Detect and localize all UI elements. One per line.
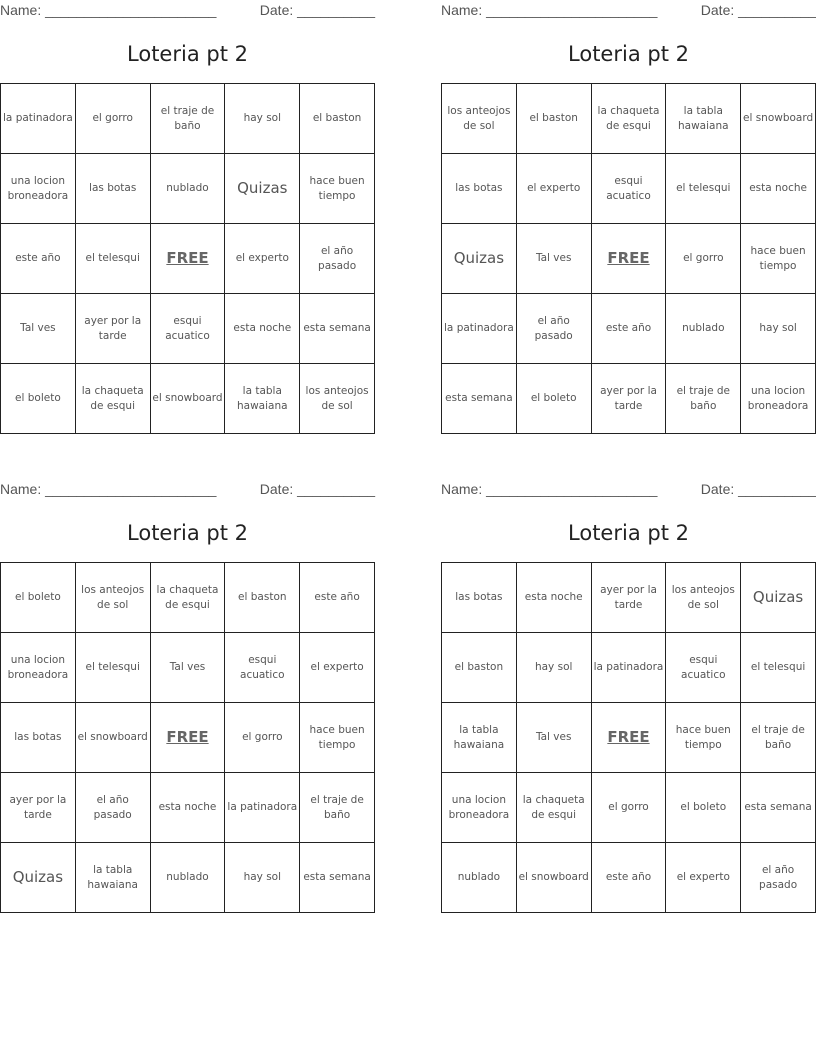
bingo-cell: el gorro — [666, 224, 741, 294]
bingo-cell: el boleto — [1, 563, 76, 633]
bingo-cell: el experto — [517, 154, 592, 224]
name-field: Name: ______________________ — [0, 481, 217, 497]
bingo-cell: el año pasado — [741, 843, 816, 913]
date-field: Date: __________ — [700, 2, 816, 18]
date-field: Date: __________ — [259, 481, 375, 497]
bingo-cell: la chaqueta de esqui — [76, 364, 151, 434]
bingo-cell: el baston — [300, 84, 375, 154]
bingo-cell: el snowboard — [76, 703, 151, 773]
bingo-cell: el telesqui — [76, 224, 151, 294]
name-date-row — [0, 481, 375, 499]
bingo-cell: el gorro — [225, 703, 300, 773]
bingo-cell: las botas — [442, 154, 517, 224]
bingo-cell: los anteojos de sol — [76, 563, 151, 633]
bingo-cell: Tal ves — [517, 224, 592, 294]
bingo-cell: el snowboard — [151, 364, 226, 434]
bingo-cell: Tal ves — [151, 633, 226, 703]
bingo-cell: el snowboard — [741, 84, 816, 154]
name-date-row — [0, 2, 375, 20]
bingo-cell: nublado — [666, 294, 741, 364]
bingo-cell: el boleto — [517, 364, 592, 434]
bingo-cell: este año — [300, 563, 375, 633]
bingo-cell: el telesqui — [76, 633, 151, 703]
name-field: Name: ______________________ — [441, 2, 658, 18]
bingo-cell: Quizas — [225, 154, 300, 224]
bingo-cell: esta noche — [151, 773, 226, 843]
bingo-cell: una locion broneadora — [741, 364, 816, 434]
name-field: Name: ______________________ — [0, 2, 217, 18]
bingo-cell: ayer por la tarde — [1, 773, 76, 843]
bingo-grid — [441, 562, 816, 913]
bingo-cell: la tabla hawaiana — [76, 843, 151, 913]
bingo-cell: este año — [592, 294, 667, 364]
bingo-cell: hay sol — [517, 633, 592, 703]
bingo-cell: la chaqueta de esqui — [592, 84, 667, 154]
bingo-cell: Quizas — [442, 224, 517, 294]
bingo-cell: esta semana — [300, 843, 375, 913]
bingo-cell: esqui acuatico — [666, 633, 741, 703]
name-date-row — [441, 2, 816, 20]
bingo-cell: esta semana — [300, 294, 375, 364]
bingo-cell: una locion broneadora — [1, 633, 76, 703]
free-space: FREE — [151, 224, 226, 294]
bingo-cell: el año pasado — [517, 294, 592, 364]
bingo-cell: el experto — [666, 843, 741, 913]
bingo-cell: hay sol — [741, 294, 816, 364]
name-field: Name: ______________________ — [441, 481, 658, 497]
bingo-cell: Quizas — [1, 843, 76, 913]
bingo-cell: esta noche — [517, 563, 592, 633]
bingo-cell: una locion broneadora — [1, 154, 76, 224]
bingo-cell: los anteojos de sol — [666, 563, 741, 633]
bingo-cell: hace buen tiempo — [666, 703, 741, 773]
date-field: Date: __________ — [700, 481, 816, 497]
bingo-cell: el traje de baño — [151, 84, 226, 154]
bingo-cell: el baston — [517, 84, 592, 154]
bingo-cell: Quizas — [741, 563, 816, 633]
bingo-cell: la tabla hawaiana — [225, 364, 300, 434]
bingo-cell: el año pasado — [300, 224, 375, 294]
bingo-cell: el baston — [442, 633, 517, 703]
bingo-cell: el traje de baño — [666, 364, 741, 434]
bingo-cell: el boleto — [1, 364, 76, 434]
name-date-row — [441, 481, 816, 499]
bingo-grid — [441, 83, 816, 434]
bingo-cell: el año pasado — [76, 773, 151, 843]
bingo-cell: hace buen tiempo — [300, 703, 375, 773]
bingo-cell: el traje de baño — [741, 703, 816, 773]
date-field: Date: __________ — [259, 2, 375, 18]
bingo-cell: hay sol — [225, 843, 300, 913]
bingo-cell: el experto — [225, 224, 300, 294]
bingo-cell: ayer por la tarde — [76, 294, 151, 364]
bingo-cell: el gorro — [76, 84, 151, 154]
bingo-cell: esqui acuatico — [592, 154, 667, 224]
bingo-cell: este año — [592, 843, 667, 913]
free-space: FREE — [151, 703, 226, 773]
bingo-cell: ayer por la tarde — [592, 563, 667, 633]
bingo-cell: hay sol — [225, 84, 300, 154]
bingo-cell: el telesqui — [666, 154, 741, 224]
bingo-cell: nublado — [151, 843, 226, 913]
bingo-cell: la patinadora — [225, 773, 300, 843]
bingo-grid — [0, 83, 375, 434]
bingo-cell: ayer por la tarde — [592, 364, 667, 434]
bingo-cell: hace buen tiempo — [741, 224, 816, 294]
card-title: Loteria pt 2 — [127, 42, 248, 66]
bingo-cell: la tabla hawaiana — [442, 703, 517, 773]
bingo-cell: la patinadora — [442, 294, 517, 364]
bingo-grid — [0, 562, 375, 913]
bingo-cell: las botas — [76, 154, 151, 224]
bingo-cell: esta semana — [741, 773, 816, 843]
bingo-cell: hace buen tiempo — [300, 154, 375, 224]
bingo-cell: la chaqueta de esqui — [517, 773, 592, 843]
card-title: Loteria pt 2 — [127, 521, 248, 545]
bingo-cell: una locion broneadora — [442, 773, 517, 843]
bingo-cell: el gorro — [592, 773, 667, 843]
bingo-cell: el telesqui — [741, 633, 816, 703]
bingo-cell: los anteojos de sol — [300, 364, 375, 434]
bingo-cell: la chaqueta de esqui — [151, 563, 226, 633]
bingo-cell: las botas — [442, 563, 517, 633]
bingo-cell: esqui acuatico — [225, 633, 300, 703]
bingo-cell: el experto — [300, 633, 375, 703]
free-space: FREE — [592, 703, 667, 773]
free-space: FREE — [592, 224, 667, 294]
bingo-cell: la tabla hawaiana — [666, 84, 741, 154]
bingo-cell: la patinadora — [1, 84, 76, 154]
bingo-cell: este año — [1, 224, 76, 294]
bingo-cell: Tal ves — [1, 294, 76, 364]
bingo-cell: los anteojos de sol — [442, 84, 517, 154]
bingo-cell: el boleto — [666, 773, 741, 843]
bingo-cell: las botas — [1, 703, 76, 773]
bingo-cell: nublado — [442, 843, 517, 913]
bingo-cell: esqui acuatico — [151, 294, 226, 364]
bingo-cell: el traje de baño — [300, 773, 375, 843]
card-title: Loteria pt 2 — [568, 42, 689, 66]
bingo-cell: nublado — [151, 154, 226, 224]
bingo-cell: esta noche — [741, 154, 816, 224]
card-title: Loteria pt 2 — [568, 521, 689, 545]
bingo-cell: esta noche — [225, 294, 300, 364]
bingo-cell: Tal ves — [517, 703, 592, 773]
bingo-cell: el snowboard — [517, 843, 592, 913]
bingo-cell: esta semana — [442, 364, 517, 434]
bingo-cell: el baston — [225, 563, 300, 633]
bingo-cell: la patinadora — [592, 633, 667, 703]
